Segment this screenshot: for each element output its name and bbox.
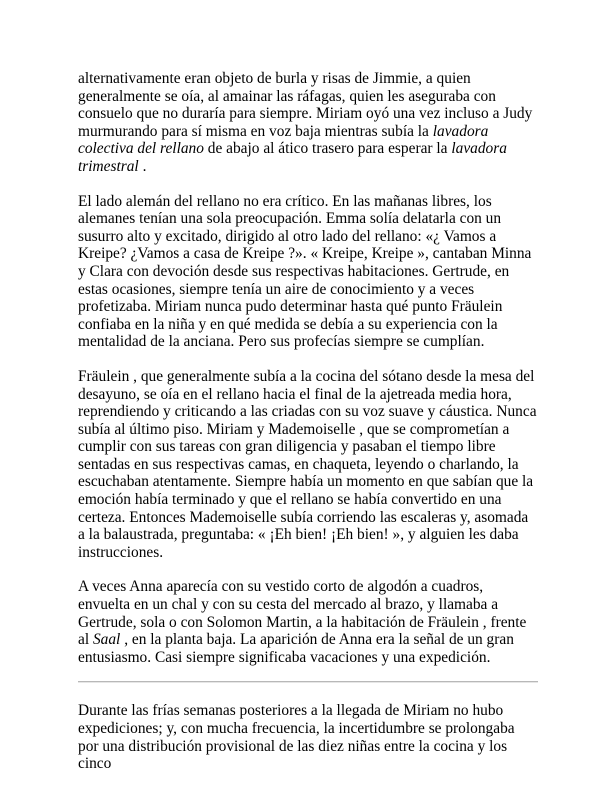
paragraph-4-text-a: A veces Anna aparecía con su vestido corto de algodón a cuadros, envuelta en un chal y con su cesta del mercado al brazo, y llamaba a Gertrude, sola o con Solomon Martin, a la habitación de Fräulein , frente al	[78, 578, 527, 649]
paragraph-4-text-b: , en la planta baja. La aparición de Anna era la señal de un gran entusiasmo. Casi siempre significaba vacaciones y una expedición.	[78, 631, 514, 666]
paragraph-4-italic-saal: Saal	[92, 631, 121, 649]
paragraph-1-text-c: .	[138, 157, 147, 175]
paragraph-1-italic-lavadora-trimestral: lavadora trimestral	[78, 140, 507, 175]
paragraph-1-italic-lavadora-colectiva: lavadora colectiva del rellano	[78, 122, 489, 158]
paragraph-5-text: Durante las frías semanas posteriores a la llegada de Miriam no hubo expediciones; y, con mucha frecuencia, la incertidumbre se prolongaba por una distribución provisional de las diez niñas entre la cocina y los cinco	[78, 702, 515, 773]
paragraph-2-text: El lado alemán del rellano no era crítico. En las mañanas libres, los alemanes tenían una sola preocupación. Emma solía delatarla con un susurro alto y excitado, dirigido al otro lado del rellano: «¿ Vamos a Kreipe? ¿Vamos a casa de Kreipe ?». « Kreipe, Kreipe », cantaban Minna y Clara con devoción desde sus respectivas habitaciones. Gertrude, en estas ocasiones, siempre tenía un aire de conocimiento y a veces profetizaba. Miriam nunca pudo determinar hasta qué punto Fräulein confiaba en la niña y en qué medida se debía a su experiencia con la mentalidad de la anciana. Pero sus profecías siempre se cumplían.	[78, 192, 532, 351]
paragraph-2	[78, 193, 538, 351]
paragraph-3	[78, 368, 538, 562]
section-divider	[78, 681, 538, 683]
paragraph-1	[78, 70, 538, 176]
document-page	[78, 70, 538, 790]
paragraph-4	[78, 578, 538, 666]
paragraph-5	[78, 702, 538, 772]
paragraph-1-text-b: de abajo al ático trasero para esperar la	[203, 140, 452, 158]
paragraph-1-text-a: alternativamente eran objeto de burla y risas de Jimmie, a quien generalmente se oía, al amainar las ráfagas, quien les aseguraba con consuelo que no duraría para siempre. Miriam oyó una vez incluso a Judy murmurando para sí misma en voz baja mientras subía la	[78, 70, 533, 140]
paragraph-3-text: Fräulein , que generalmente subía a la cocina del sótano desde la mesa del desayuno, se oía en el rellano hacia el final de la ajetreada media hora, reprendiendo y criticando a las criadas con su voz suave y cáustica. Nunca subía al último piso. Miriam y Mademoiselle , que se comprometían a cumplir con sus tareas con gran diligencia y pasaban el tiempo libre sentadas en sus respectivas camas, en chaqueta, leyendo o charlando, la escuchaban atentamente. Siempre había un momento en que sabían que la emoción había terminado y que el rellano se había convertido en una certeza. Entonces Mademoiselle subía corriendo las escaleras y, asomada a la balaustrada, preguntaba: « ¡Eh bien! ¡Eh bien! », y alguien les daba instrucciones.	[78, 367, 537, 561]
